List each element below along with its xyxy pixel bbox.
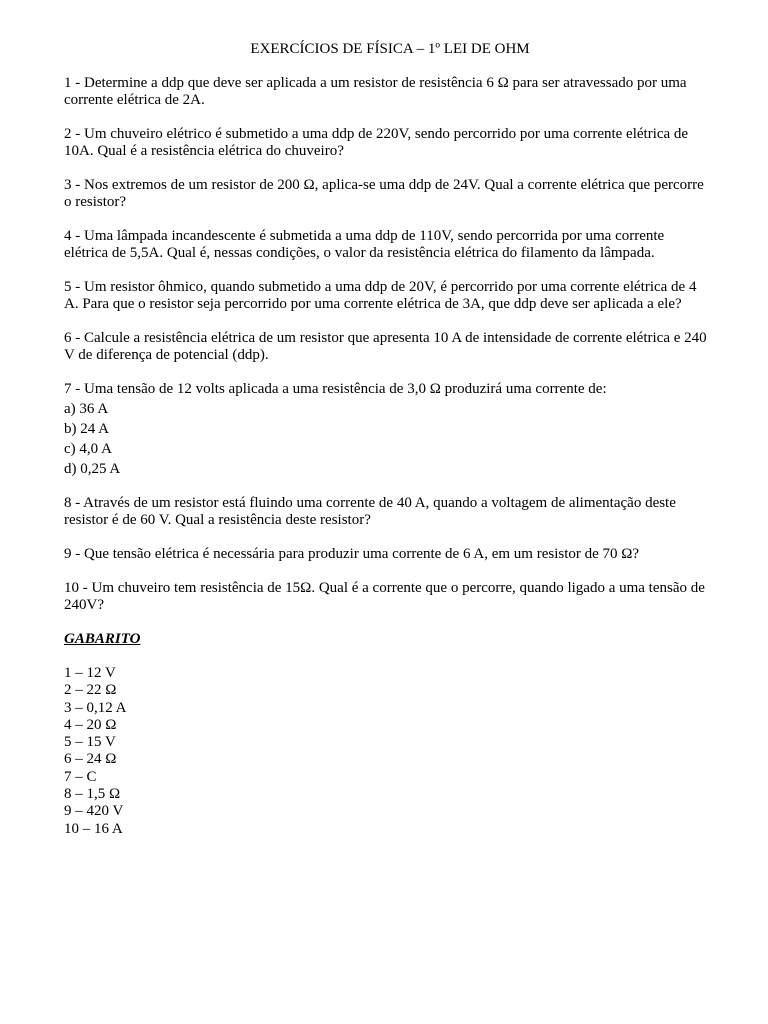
question-text: 8 - Através de um resistor está fluindo uma corrente de 40 A, quando a voltagem de alimentação deste resistor é de 60 V. Qual a resistência deste resistor? [64, 495, 676, 528]
answer-item: 8 – 1,5 Ω [64, 786, 121, 803]
question-9 [64, 546, 710, 563]
answer-item: 1 – 12 V [64, 665, 116, 681]
answer-item: 7 – C [64, 768, 97, 785]
option-a: a) 36 A [64, 401, 109, 417]
question-5 [64, 279, 710, 313]
question-3 [64, 177, 710, 211]
option-b: b) 24 A [64, 421, 109, 437]
question-6 [64, 330, 710, 364]
question-text: 2 - Um chuveiro elétrico é submetido a uma ddp de 220V, sendo percorrido por uma corrente elétrica de 10A. Qual é a resistência elétrica do chuveiro? [64, 126, 689, 159]
question-2 [64, 126, 710, 160]
question-text: 7 - Uma tensão de 12 volts aplicada a uma resistência de 3,0 Ω produzirá uma corrente de: [64, 381, 607, 397]
question-text: 3 - Nos extremos de um resistor de 200 Ω, aplica-se uma ddp de 24V. Qual a corrente elétrica que percorre o resistor? [64, 177, 704, 210]
question-1 [64, 75, 710, 109]
question-10 [64, 580, 710, 614]
option-c: c) 4,0 A [64, 441, 112, 457]
answer-item: 10 – 16 A [64, 820, 123, 837]
answer-key-list [64, 665, 710, 838]
question-text: 9 - Que tensão elétrica é necessária para produzir uma corrente de 6 A, em um resistor de 70 Ω? [64, 546, 640, 562]
answer-options [64, 401, 710, 478]
question-text: 6 - Calcule a resistência elétrica de um resistor que apresenta 10 A de intensidade de corrente elétrica e 240 V de diferença de potencial (ddp). [64, 330, 707, 363]
answer-item: 3 – 0,12 A [64, 699, 127, 716]
answer-key-title: GABARITO [64, 631, 141, 647]
answer-item: 5 – 15 V [64, 734, 116, 751]
answer-item: 4 – 20 Ω [64, 716, 117, 733]
question-text: 10 - Um chuveiro tem resistência de 15Ω. Qual é a corrente que o percorre, quando ligado a uma tensão de 240V? [64, 580, 705, 613]
answer-item: 9 – 420 V [64, 803, 124, 820]
option-d: d) 0,25 A [64, 461, 121, 477]
question-8 [64, 495, 710, 529]
answer-item: 6 – 24 Ω [64, 751, 117, 768]
question-7 [64, 381, 710, 478]
document-title: EXERCÍCIOS DE FÍSICA – 1º LEI DE OHM [250, 41, 530, 57]
answer-item: 2 – 22 Ω [64, 682, 117, 699]
question-text: 4 - Uma lâmpada incandescente é submetida a uma ddp de 110V, sendo percorrida por uma corrente elétrica de 5,5A. Qual é, nessas condições, o valor da resistência elétrica do filamento da lâmpada. [64, 228, 665, 261]
question-4 [64, 228, 710, 262]
question-text: 5 - Um resistor ôhmico, quando submetido a uma ddp de 20V, é percorrido por uma corrente elétrica de 4 A. Para que o resistor seja percorrido por uma corrente elétrica de 3A, que ddp deve ser aplicada a ele? [64, 279, 697, 312]
question-text: 1 - Determine a ddp que deve ser aplicada a um resistor de resistência 6 Ω para ser atravessado por uma corrente elétrica de 2A. [64, 75, 687, 108]
